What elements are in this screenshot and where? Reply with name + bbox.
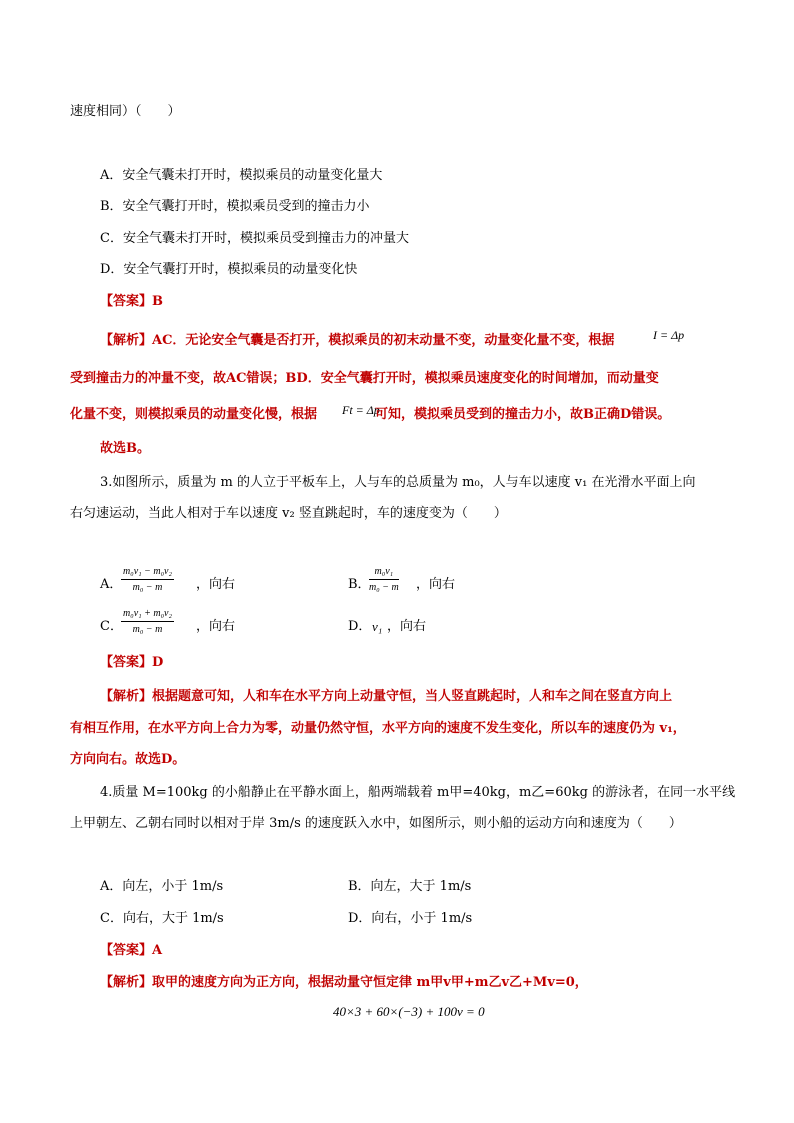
q2-analysis-line2: 受到撞击力的冲量不变，故AC错误；BD．安全气囊打开时，模拟乘员速度变化的时间增加，而动量变 — [70, 371, 659, 386]
q3-option-d-label: D． — [348, 619, 372, 634]
q4-option-c: C．向右，大于 1m/s — [100, 911, 224, 926]
q3-option-d-value: v₁ — [372, 619, 383, 634]
q3-option-b-label: B． — [348, 577, 371, 592]
q3-analysis-line3: 方向向右。故选D。 — [70, 752, 186, 767]
q3-option-c-fraction — [121, 608, 174, 636]
q4-analysis: 【解析】取甲的速度方向为正方向，根据动量守恒定律 m甲v甲+m乙v乙+Mv=0， — [100, 975, 588, 990]
q3-stem-line2: 右匀速运动，当此人相对于车以速度 v₂ 竖直跳起时，车的速度变为（ ） — [70, 506, 507, 521]
q3-option-a-numerator: m₀v₁ − m₀v₂ — [121, 566, 174, 580]
q3-option-b-numerator: m₀v₁ — [369, 566, 399, 580]
q2-analysis-line1: 【解析】AC．无论安全气囊是否打开，模拟乘员的初末动量不变，动量变化量不变，根据 — [100, 333, 615, 348]
q2-option-d: D．安全气囊打开时，模拟乘员的动量变化快 — [100, 262, 358, 277]
q2-analysis-line3: 化量不变，则模拟乘员的动量变化慢，根据 — [70, 407, 318, 422]
q3-option-b-denominator: m₀ − m — [369, 582, 399, 593]
q4-answer: 【答案】A — [100, 943, 163, 958]
q3-option-a-denominator: m₀ − m — [132, 582, 163, 593]
q4-equation: 40×3 + 60×(−3) + 100v = 0 — [333, 1004, 485, 1019]
q3-option-a-direction: ，向右 — [196, 577, 236, 592]
q4-option-a: A．向左，小于 1m/s — [100, 879, 224, 894]
q3-option-c-numerator: m₀v₁ + m₀v₂ — [121, 608, 174, 622]
q3-option-a-label: A． — [100, 577, 123, 592]
q2-stem-tail: 速度相同）（ ） — [70, 104, 181, 119]
q2-formula-impulse: I = Δp — [653, 328, 685, 342]
q4-option-b: B．向左，大于 1m/s — [348, 879, 472, 894]
q3-analysis-line2: 有相互作用，在水平方向上合力为零，动量仍然守恒，水平方向的速度不发生变化，所以车的速度仍为 v₁， — [70, 721, 686, 736]
q3-stem-line1: 3.如图所示，质量为 m 的人立于平板车上，人与车的总质量为 m₀，人与车以速度 v₁ 在光滑水平面上向 — [100, 475, 696, 490]
q3-option-a-fraction — [121, 566, 174, 594]
q2-analysis-line4: 可知，模拟乘员受到的撞击力小，故B正确D错误。 — [375, 407, 671, 422]
q3-option-c-denominator: m₀ − m — [132, 624, 163, 635]
q2-option-b: B．安全气囊打开时，模拟乘员受到的撞击力小 — [100, 199, 370, 214]
q3-option-c-label: C． — [100, 619, 123, 634]
q4-stem-line1: 4.质量 M=100kg 的小船静止在平静水面上，船两端载着 m甲=40kg，m乙=60kg 的游泳者，在同一水平线 — [100, 785, 736, 800]
q3-option-d-direction: ，向右 — [387, 619, 427, 634]
q2-option-a: A．安全气囊未打开时，模拟乘员的动量变化量大 — [100, 168, 383, 183]
q2-option-c: C．安全气囊未打开时，模拟乘员受到撞击力的冲量大 — [100, 231, 409, 246]
q2-answer: 【答案】B — [100, 294, 163, 309]
q3-answer: 【答案】D — [100, 655, 164, 670]
q2-formula-force: Ft = Δp — [342, 403, 380, 417]
q2-analysis-conclusion: 故选B。 — [100, 441, 150, 456]
q3-analysis-line1: 【解析】根据题意可知，人和车在水平方向上动量守恒，当人竖直跳起时，人和车之间在竖直方向上 — [100, 689, 673, 704]
q3-option-c-direction: ，向右 — [196, 619, 236, 634]
q3-option-b-direction: ，向右 — [416, 577, 456, 592]
q3-option-b-fraction — [369, 566, 399, 594]
q4-stem-line2: 上甲朝左、乙朝右同时以相对于岸 3m/s 的速度跃入水中，如图所示，则小船的运动方向和速度为（ ） — [70, 816, 682, 831]
q4-option-d: D．向右，小于 1m/s — [348, 911, 473, 926]
